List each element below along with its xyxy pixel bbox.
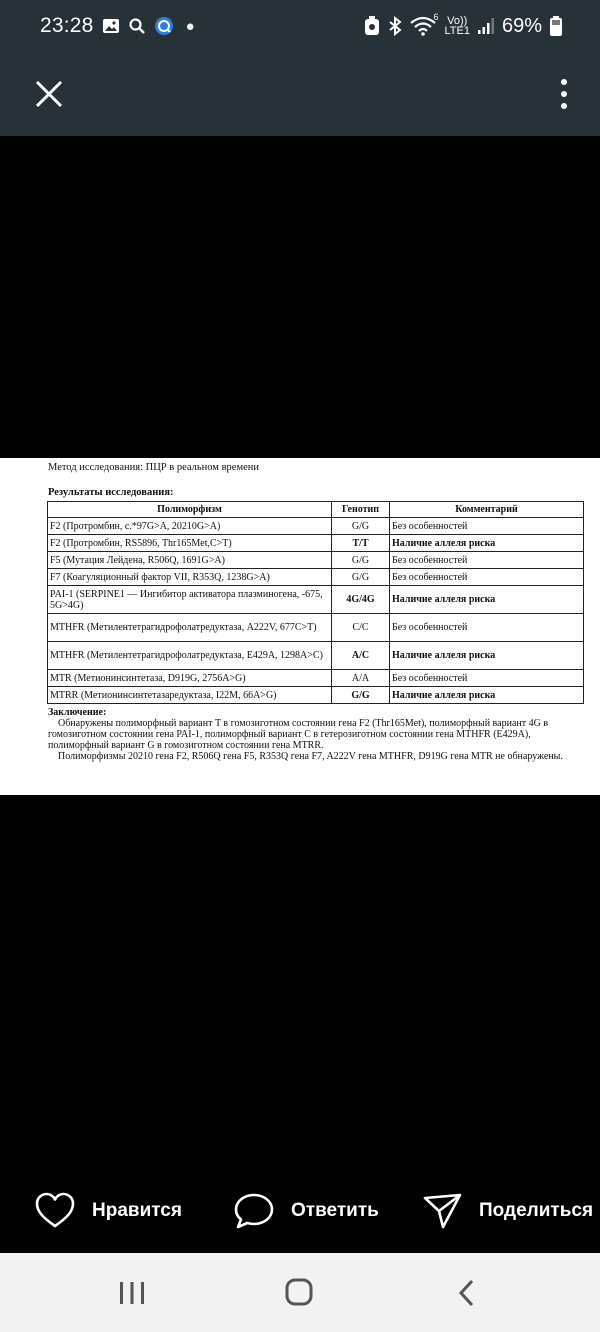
reply-button[interactable] — [233, 1189, 379, 1233]
table-row — [48, 535, 584, 552]
bluetooth-icon — [388, 16, 402, 36]
table-row — [48, 670, 584, 687]
column-header: Полиморфизм — [48, 502, 332, 518]
comment-cell: Без особенностей — [390, 552, 584, 569]
signal-icon — [478, 17, 494, 35]
polymorphism-cell: F2 (Протромбин, c.*97G>A, 20210G>A) — [48, 518, 332, 535]
results-title: Результаты исследования: — [48, 487, 174, 498]
genotype-cell: G/G — [332, 518, 390, 535]
comment-cell: Наличие аллеля риска — [390, 535, 584, 552]
polymorphism-cell: MTHFR (Метилентетрагидрофолатредуктаза, A222V, 677C>T) — [48, 614, 332, 642]
like-label: Нравится — [92, 1200, 182, 1221]
method-line: Метод исследования: ПЦР в реальном времени — [48, 462, 259, 473]
polymorphism-cell: F5 (Мутация Лейдена, R506Q, 1691G>A) — [48, 552, 332, 569]
table-row — [48, 642, 584, 670]
more-options-icon[interactable] — [552, 74, 576, 114]
genotype-cell: T/T — [332, 535, 390, 552]
document-photo — [0, 458, 600, 795]
home-icon[interactable] — [279, 1275, 319, 1311]
comment-cell: Наличие аллеля риска — [390, 687, 584, 704]
battery-saver-icon — [364, 16, 380, 36]
comment-cell: Без особенностей — [390, 518, 584, 535]
table-row — [48, 552, 584, 569]
share-label: Поделиться — [479, 1200, 594, 1221]
back-icon[interactable] — [447, 1275, 487, 1311]
battery-percent: 69% — [501, 14, 542, 37]
table-row — [48, 518, 584, 535]
comment-cell: Без особенностей — [390, 670, 584, 687]
more-notifications-dot: ● — [185, 17, 195, 35]
column-header: Комментарий — [390, 502, 584, 518]
gallery-icon — [102, 17, 120, 35]
genotype-cell: G/G — [332, 569, 390, 586]
polymorphism-cell: MTR (Метионинсинтетаза, D919G, 2756A>G) — [48, 670, 332, 687]
share-button[interactable] — [421, 1189, 593, 1233]
app-notification-icon — [154, 16, 174, 36]
status-time: 23:28 — [40, 14, 94, 37]
genotype-cell: A/A — [332, 670, 390, 687]
search-icon — [128, 17, 146, 35]
action-bar — [0, 1175, 600, 1247]
polymorphism-cell: MTHFR (Метилентетрагидрофолатредуктаза, E429A, 1298A>C) — [48, 642, 332, 670]
genotype-cell: C/C — [332, 614, 390, 642]
share-send-icon — [421, 1190, 463, 1232]
table-row — [48, 614, 584, 642]
comment-cell: Без особенностей — [390, 569, 584, 586]
table-row — [48, 586, 584, 614]
comment-cell: Наличие аллеля риска — [390, 642, 584, 670]
table-header — [48, 502, 584, 518]
conclusion-paragraph: Полиморфизмы 20210 гена F2, R506Q гена F5, R353Q гена F7, A222V гена MTHFR, D919G гена MTR не обнаружены. — [58, 751, 563, 762]
results-table — [47, 501, 584, 704]
genotype-cell: G/G — [332, 552, 390, 569]
polymorphism-cell: MTRR (Метионинсинтетазаредуктаза, I22M, 66A>G) — [48, 687, 332, 704]
conclusion-title: Заключение: — [48, 707, 107, 718]
polymorphism-cell: PAI-1 (SERPINE1 — Ингибитор активатора плазминогена, -675, 5G>4G) — [48, 586, 332, 614]
like-button[interactable] — [34, 1189, 182, 1233]
comment-cell: Без особенностей — [390, 614, 584, 642]
comment-bubble-icon — [233, 1190, 275, 1232]
genotype-cell: A/C — [332, 642, 390, 670]
heart-icon — [34, 1190, 76, 1232]
genotype-cell: G/G — [332, 687, 390, 704]
volte-indicator: Vo)) LTE1 — [444, 15, 470, 37]
reply-label: Ответить — [291, 1200, 379, 1221]
conclusion — [48, 707, 578, 762]
viewer-top-bar — [0, 52, 600, 136]
wifi-band-label: 6 — [433, 12, 439, 22]
polymorphism-cell: F2 (Протромбин, RS5896, Thr165Met,C>T) — [48, 535, 332, 552]
polymorphism-cell: F7 (Коагуляционный фактор VII, R353Q, 1238G>A) — [48, 569, 332, 586]
table-row — [48, 569, 584, 586]
battery-icon — [550, 16, 562, 36]
table-row — [48, 687, 584, 704]
status-bar — [0, 0, 600, 52]
comment-cell: Наличие аллеля риска — [390, 586, 584, 614]
genotype-cell: 4G/4G — [332, 586, 390, 614]
conclusion-paragraph: Обнаружены полиморфный вариант T в гомозиготном состоянии гена F2 (Thr165Met), полиморфный вариант 4G в гомозиготном состоянии гена PAI-1, полиморфный вариант C в гетерозиготном состоянии гена MTHFR (E429A), полиморфный вариант G в гомозиготном состоянии гена MTRR. — [48, 718, 549, 751]
recent-apps-icon[interactable] — [112, 1275, 152, 1311]
column-header: Генотип — [332, 502, 390, 518]
system-nav-bar — [0, 1253, 600, 1332]
close-icon[interactable] — [31, 76, 67, 112]
